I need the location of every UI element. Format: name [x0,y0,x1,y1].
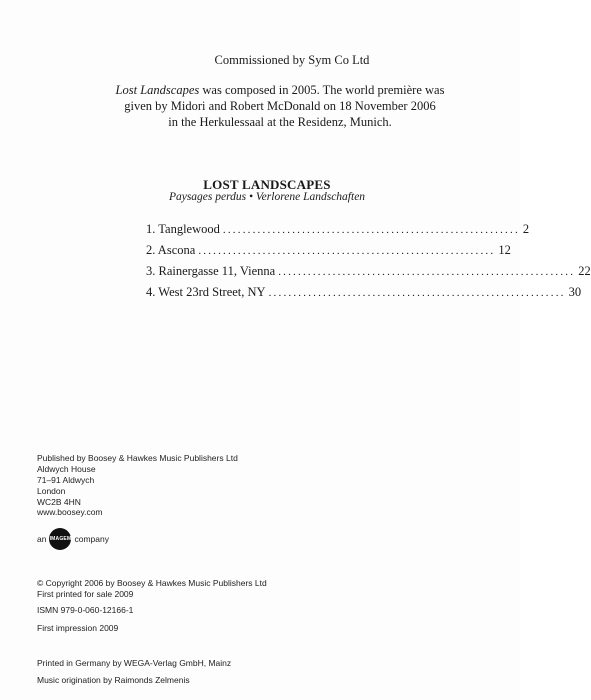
premiere-line-2: given by Midori and Robert McDonald on 18 November 2006 [124,99,436,113]
publisher-address-line: 71–91 Aldwych [37,475,95,485]
imagem-logo-disc: IMAGEM [49,528,71,550]
logo-prefix: an [37,534,47,544]
toc-item-page: 12 [498,243,511,257]
publisher-name: Published by Boosey & Hawkes Music Publishers Ltd [37,453,238,463]
logo-suffix: company [74,534,109,544]
premiere-line-1-rest: was composed in 2005. The world première was [199,83,445,97]
copyright-line: © Copyright 2006 by Boosey & Hawkes Music Publishers Ltd [37,578,267,588]
publisher-website: www.boosey.com [37,507,103,517]
table-of-contents [146,222,591,306]
toc-leader-dots: ............................................................ [278,266,576,278]
toc-leader-dots: ............................................................ [198,245,496,257]
toc-item [146,264,591,285]
toc-item-page: 22 [578,264,591,278]
work-subtitle: Paysages perdus • Verlorene Landschaften [168,191,366,203]
copyright-block [37,578,267,600]
toc-item [146,285,582,306]
toc-leader-dots: ............................................................ [268,287,566,299]
toc-item-label: 2. Ascona [146,243,196,257]
first-printed-line: First printed for sale 2009 [37,589,134,599]
imagem-logo [37,528,109,550]
impression-line: First impression 2009 [37,623,119,633]
work-title-italic: Lost Landscapes [115,83,200,97]
origination-line: Music origination by Raimonds Zelmenis [37,675,190,685]
toc-leader-dots: ............................................................ [222,224,520,236]
toc-item-label: 4. West 23rd Street, NY [146,285,266,299]
premiere-line-3: in the Herkulessaal at the Residenz, Munich. [168,115,392,129]
publisher-address-line: London [37,486,66,496]
toc-item-page: 30 [568,285,582,299]
ismn-line: ISMN 979-0-060-12166-1 [37,605,134,615]
premiere-line-1 [110,82,450,98]
toc-item-page: 2 [522,222,530,236]
toc-item [146,243,511,264]
publisher-address [37,453,238,508]
premiere-note [110,82,450,130]
work-title: LOST LANDSCAPES [203,177,331,192]
printer-line: Printed in Germany by WEGA-Verlag GmbH, Mainz [37,658,232,668]
toc-item-label: 1. Tanglewood [146,222,220,236]
toc-item [146,222,530,243]
publisher-postcode: WC2B 4HN [37,497,81,507]
toc-item-label: 3. Rainergasse 11, Vienna [146,264,276,278]
commission-note: Commissioned by Sym Co Ltd [214,53,370,67]
publisher-address-line: Aldwych House [37,464,96,474]
